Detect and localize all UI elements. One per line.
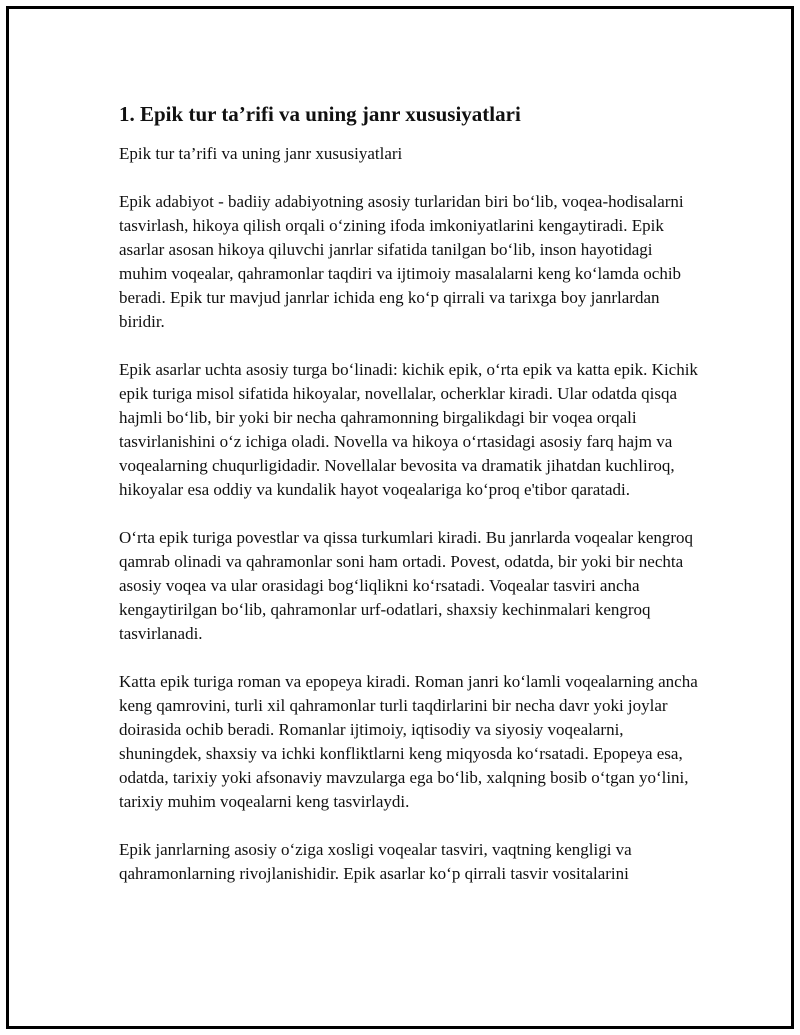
paragraph: Epik asarlar uchta asosiy turga bo‘linadi: kichik epik, o‘rta epik va katta epik. Kichik epik turiga misol sifatida hikoyalar, novellalar, ocherklar kiradi. Ular odatda qisqa hajmli bo‘lib, bir yoki bir necha qahramonning birgalikdagi bir voqea orqali tasvirlanishini o‘z ichiga oladi. Novella va hikoya o‘rtasidagi asosiy farq hajm va voqealarning chuqurligidadir. Novellalar bevosita va dramatik jihatdan kuchliroq, hikoyalar esa oddiy va kundalik hayot voqealariga ko‘proq e'tibor qaratadi. [119, 360, 698, 500]
paragraph: O‘rta epik turiga povestlar va qissa turkumlari kiradi. Bu janrlarda voqealar kengroq qamrab olinadi va qahramonlar soni ham ortadi. Povest, odatda, bir yoki bir nechta asosiy voqea va ular orasidagi bog‘liqlikni ko‘rsatadi. Voqealar tasviri ancha kengaytirilgan bo‘lib, qahramonlar urf-odatlari, shaxsiy kechinmalari kengroq tasvirlanadi. [119, 528, 694, 644]
document-body [119, 101, 699, 910]
paragraph: Epik adabiyot - badiiy adabiyotning asosiy turlaridan biri bo‘lib, voqea-hodisalarni tasvirlash, hikoya qilish orqali o‘zining ifoda imkoniyatlarini kengaytiradi. Epik asarlar asosan hikoya qiluvchi janrlar sifatida tanilgan bo‘lib, inson hayotidagi muhim voqealar, qahramonlar taqdiri va ijtimoiy masalalarni keng ko‘lamda ochib beradi. Epik tur mavjud janrlar ichida eng ko‘p qirrali va tarixga boy janrlardan biridir. [119, 192, 684, 332]
document-subtitle: Epik tur ta’rifi va uning janr xususiyatlari [119, 144, 403, 164]
paragraph: Epik janrlarning asosiy o‘ziga xosligi voqealar tasviri, vaqtning kengligi va qahramonlarning rivojlanishidir. Epik asarlar ko‘p qirrali tasvir vositalarini [119, 840, 632, 884]
document-title: 1. Epik tur ta’rifi va uning janr xususiyatlari [119, 102, 521, 126]
paragraph: Katta epik turiga roman va epopeya kiradi. Roman janri ko‘lamli voqealarning ancha keng qamrovini, turli xil qahramonlar turli taqdirlarini bir necha davr yoki joylar doirasida ochib beradi. Romanlar ijtimoiy, iqtisodiy va siyosiy voqealarni, shuningdek, shaxsiy va ichki konfliktlarni keng miqyosda ko‘rsatadi. Epopeya esa, odatda, tarixiy yoki afsonaviy mavzularga ega bo‘lib, xalqning bosib o‘tgan yo‘lini, tarixiy muhim voqealarni keng tasvirlaydi. [119, 672, 698, 812]
page-frame [6, 6, 794, 1029]
